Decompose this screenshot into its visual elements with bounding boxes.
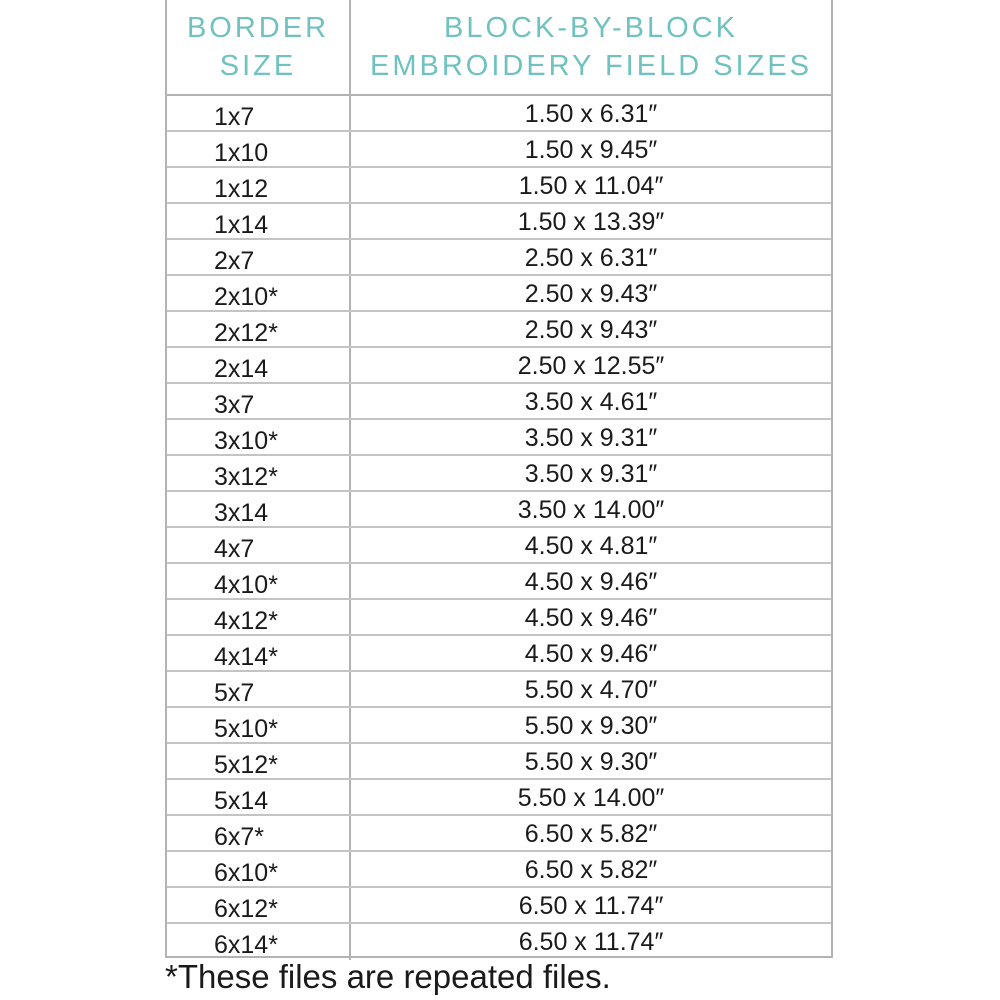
field-size-cell: 5.50 x 9.30″ xyxy=(524,748,658,776)
table-row xyxy=(167,600,831,636)
table-row xyxy=(167,708,831,744)
border-size-cell: 6x10* xyxy=(167,852,351,886)
border-size-cell: 4x14* xyxy=(167,636,351,670)
table-row xyxy=(167,348,831,384)
field-size-cell: 4.50 x 4.81″ xyxy=(524,532,658,560)
field-size-cell: 3.50 x 9.31″ xyxy=(524,424,658,452)
field-size-cell: 1.50 x 13.39″ xyxy=(517,208,665,236)
field-size-cell: 1.50 x 11.04″ xyxy=(518,172,664,200)
table-header xyxy=(167,0,831,96)
embroidery-field-size-table xyxy=(165,0,833,958)
table-row xyxy=(167,528,831,564)
field-size-cell: 4.50 x 9.46″ xyxy=(524,604,658,632)
table-row xyxy=(167,312,831,348)
table-row xyxy=(167,168,831,204)
header-field-sizes: BLOCK-BY-BLOCK EMBROIDERY FIELD SIZES xyxy=(369,12,813,82)
border-size-cell: 2x12* xyxy=(167,312,351,346)
border-size-cell: 3x10* xyxy=(167,420,351,454)
field-size-cell: 4.50 x 9.46″ xyxy=(524,640,658,668)
field-size-cell: 2.50 x 9.43″ xyxy=(524,316,658,344)
border-size-cell: 3x14 xyxy=(167,492,351,526)
table-row xyxy=(167,564,831,600)
field-size-cell: 6.50 x 5.82″ xyxy=(524,856,658,884)
field-size-cell: 6.50 x 11.74″ xyxy=(518,892,664,920)
table-row xyxy=(167,888,831,924)
border-size-cell: 3x7 xyxy=(167,384,351,418)
field-size-cell: 1.50 x 9.45″ xyxy=(524,136,658,164)
table-row xyxy=(167,492,831,528)
field-size-cell: 4.50 x 9.46″ xyxy=(524,568,658,596)
table-row xyxy=(167,240,831,276)
border-size-cell: 1x14 xyxy=(167,204,351,238)
border-size-cell: 6x14* xyxy=(167,924,351,960)
table-row xyxy=(167,420,831,456)
border-size-cell: 6x7* xyxy=(167,816,351,850)
table-row xyxy=(167,636,831,672)
border-size-cell: 1x12 xyxy=(167,168,351,202)
table-row xyxy=(167,456,831,492)
table-row xyxy=(167,672,831,708)
table-body xyxy=(167,96,831,960)
border-size-cell: 3x12* xyxy=(167,456,351,490)
field-size-cell: 3.50 x 4.61″ xyxy=(524,388,658,416)
border-size-cell: 4x7 xyxy=(167,528,351,562)
field-size-cell: 1.50 x 6.31″ xyxy=(524,100,658,128)
field-size-cell: 2.50 x 9.43″ xyxy=(524,280,658,308)
table-row xyxy=(167,132,831,168)
border-size-cell: 5x7 xyxy=(167,672,351,706)
border-size-cell: 5x10* xyxy=(167,708,351,742)
table-row xyxy=(167,852,831,888)
field-size-cell: 2.50 x 6.31″ xyxy=(524,244,658,272)
field-size-cell: 6.50 x 5.82″ xyxy=(524,820,658,848)
field-size-cell: 5.50 x 4.70″ xyxy=(524,676,658,704)
field-size-cell: 6.50 x 11.74″ xyxy=(518,928,664,956)
table-row xyxy=(167,924,831,960)
border-size-cell: 6x12* xyxy=(167,888,351,922)
border-size-cell: 2x7 xyxy=(167,240,351,274)
border-size-cell: 5x14 xyxy=(167,780,351,814)
header-border-size: BORDER SIZE xyxy=(167,0,351,94)
border-size-cell: 2x14 xyxy=(167,348,351,382)
table-row xyxy=(167,96,831,132)
border-size-cell: 1x10 xyxy=(167,132,351,166)
footnote: *These files are repeated files. xyxy=(165,958,611,995)
table-row xyxy=(167,780,831,816)
field-size-cell: 5.50 x 9.30″ xyxy=(524,712,658,740)
table-row xyxy=(167,816,831,852)
table-row xyxy=(167,204,831,240)
table-row xyxy=(167,276,831,312)
border-size-cell: 4x10* xyxy=(167,564,351,598)
field-size-cell: 5.50 x 14.00″ xyxy=(517,784,665,812)
table-row xyxy=(167,744,831,780)
border-size-cell: 2x10* xyxy=(167,276,351,310)
border-size-cell: 5x12* xyxy=(167,744,351,778)
border-size-cell: 1x7 xyxy=(167,96,351,130)
field-size-cell: 2.50 x 12.55″ xyxy=(517,352,665,380)
field-size-cell: 3.50 x 9.31″ xyxy=(524,460,658,488)
border-size-cell: 4x12* xyxy=(167,600,351,634)
table-row xyxy=(167,384,831,420)
field-size-cell: 3.50 x 14.00″ xyxy=(517,496,665,524)
